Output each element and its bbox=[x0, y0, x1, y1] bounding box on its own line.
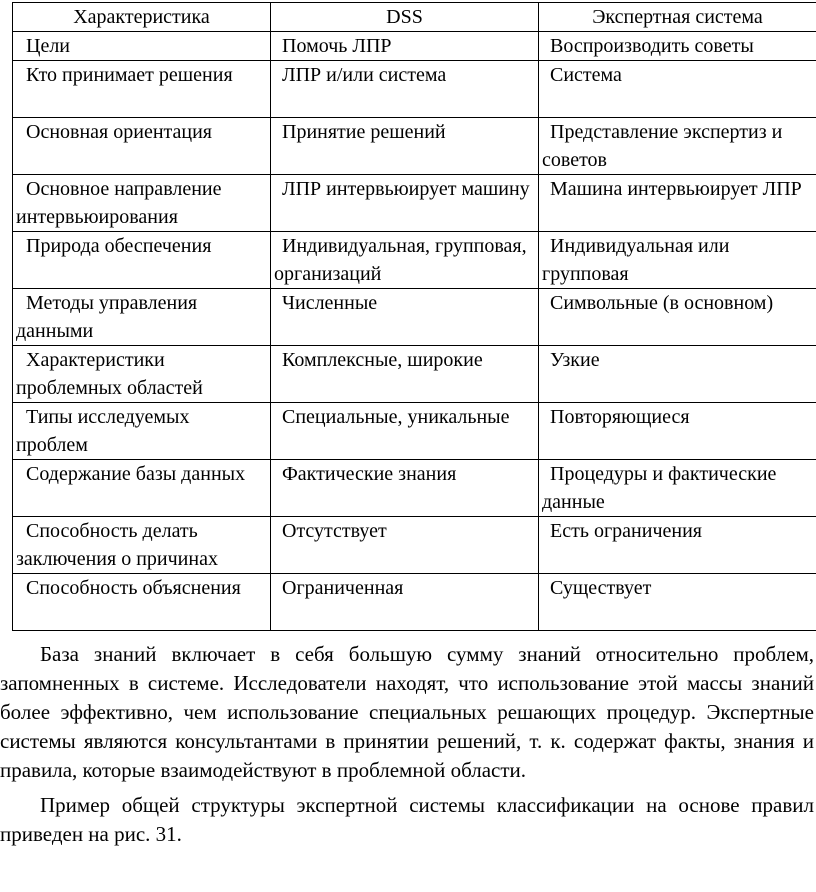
row-label: Способность делать заключения о причинах bbox=[16, 520, 218, 570]
dss-value: Индивидуальная, групповая, организаций bbox=[274, 235, 527, 285]
es-cell bbox=[539, 517, 816, 574]
row-label: Методы управления данными bbox=[16, 292, 198, 342]
row-label: Природа обеспечения bbox=[26, 235, 212, 257]
dss-cell bbox=[271, 289, 539, 346]
dss-value: ЛПР и/или система bbox=[282, 64, 447, 86]
body-text bbox=[0, 640, 814, 855]
header-expert-system: Экспертная система bbox=[539, 3, 816, 32]
row-label: Основное направление интервьюирования bbox=[16, 178, 222, 228]
es-value: Повторяющиеся bbox=[550, 406, 690, 428]
es-cell bbox=[539, 574, 816, 631]
es-value: Узкие bbox=[550, 349, 600, 371]
es-value: Представление экспертиз и советов bbox=[542, 121, 783, 171]
dss-cell bbox=[271, 574, 539, 631]
dss-cell bbox=[271, 403, 539, 460]
es-cell bbox=[539, 118, 816, 175]
dss-value: ЛПР интервьюирует машину bbox=[282, 178, 530, 200]
row-label: Цели bbox=[26, 35, 71, 57]
dss-cell bbox=[271, 61, 539, 118]
table-row bbox=[13, 346, 816, 403]
paragraph-figure-reference: Пример общей структуры экспертной системы классификации на основе правил приведен на рис. 31. bbox=[0, 793, 814, 846]
es-cell bbox=[539, 289, 816, 346]
dss-value: Помочь ЛПР bbox=[282, 35, 392, 57]
es-cell bbox=[539, 32, 816, 61]
dss-cell bbox=[271, 32, 539, 61]
table-row bbox=[13, 175, 816, 232]
table-row bbox=[13, 403, 816, 460]
dss-value: Ограниченная bbox=[282, 577, 404, 599]
row-label: Кто принимает решения bbox=[26, 64, 233, 86]
table-row bbox=[13, 517, 816, 574]
paragraph-knowledge-base: База знаний включает в себя большую сумму знаний относительно проблем, запомненных в системе. Исследователи находят, что использование этой массы знаний более эффективно, чем использование специальных решающих процедур. Экспертные системы являются консультантами в принятии решений, т. к. содержат факты, знания и правила, которые взаимодействуют в проблемной области. bbox=[0, 642, 814, 782]
header-characteristic: Характеристика bbox=[13, 3, 271, 32]
es-value: Воспроизводить советы bbox=[550, 35, 754, 57]
es-cell bbox=[539, 61, 816, 118]
es-cell bbox=[539, 175, 816, 232]
row-label-cell bbox=[13, 574, 271, 631]
es-value: Процедуры и фактические данные bbox=[542, 463, 777, 513]
dss-value: Специальные, уникальные bbox=[282, 406, 510, 428]
dss-value: Отсутствует bbox=[282, 520, 387, 542]
table-row bbox=[13, 460, 816, 517]
row-label-cell bbox=[13, 61, 271, 118]
row-label: Основная ориентация bbox=[26, 121, 212, 143]
es-value: Существует bbox=[550, 577, 652, 599]
row-label: Типы исследуемых проблем bbox=[16, 406, 190, 456]
table-row bbox=[13, 574, 816, 631]
comparison-table bbox=[12, 2, 816, 631]
es-cell bbox=[539, 403, 816, 460]
row-label: Способность объяснения bbox=[26, 577, 241, 599]
row-label-cell bbox=[13, 118, 271, 175]
row-label-cell bbox=[13, 460, 271, 517]
row-label-cell bbox=[13, 232, 271, 289]
es-cell bbox=[539, 346, 816, 403]
dss-cell bbox=[271, 175, 539, 232]
dss-cell bbox=[271, 232, 539, 289]
table-row bbox=[13, 232, 816, 289]
row-label: Характеристики проблемных областей bbox=[16, 349, 203, 399]
dss-cell bbox=[271, 118, 539, 175]
es-cell bbox=[539, 460, 816, 517]
table-row bbox=[13, 118, 816, 175]
dss-value: Комплексные, широкие bbox=[282, 349, 483, 371]
header-dss: DSS bbox=[271, 3, 539, 32]
row-label-cell bbox=[13, 403, 271, 460]
dss-cell bbox=[271, 346, 539, 403]
es-value: Система bbox=[550, 64, 622, 86]
table-header-row bbox=[13, 3, 816, 32]
row-label: Содержание базы данных bbox=[26, 463, 246, 485]
row-label-cell bbox=[13, 289, 271, 346]
dss-value: Принятие решений bbox=[282, 121, 446, 143]
dss-value: Численные bbox=[282, 292, 378, 314]
es-value: Символьные (в основном) bbox=[550, 292, 774, 314]
dss-value: Фактические знания bbox=[282, 463, 457, 485]
dss-cell bbox=[271, 460, 539, 517]
es-value: Машина интервьюирует ЛПР bbox=[550, 178, 802, 200]
table-row bbox=[13, 32, 816, 61]
row-label-cell bbox=[13, 517, 271, 574]
table-row bbox=[13, 289, 816, 346]
es-cell bbox=[539, 232, 816, 289]
table-row bbox=[13, 61, 816, 118]
row-label-cell bbox=[13, 175, 271, 232]
row-label-cell bbox=[13, 346, 271, 403]
row-label-cell bbox=[13, 32, 271, 61]
es-value: Индивидуальная или групповая bbox=[542, 235, 730, 285]
es-value: Есть ограничения bbox=[550, 520, 702, 542]
dss-cell bbox=[271, 517, 539, 574]
